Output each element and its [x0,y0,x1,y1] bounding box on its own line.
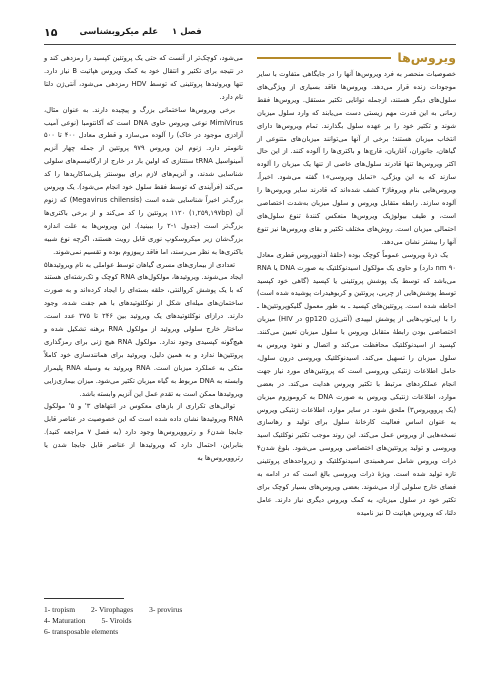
chapter-label: فصل ۱ [172,27,202,37]
chapter-heading [79,27,201,37]
body-paragraph: خصوصیات منحصر به فرد ویروس‌ها آنها را در جایگاهی متفاوت با سایر موجودات زنده قرار می‌دهد. ویروس‌ها فاقد بسیاری از ویژگی‌های سلول‌های دیگر هستند، ازجمله توانایی تکثیر مستقل. ویروس‌ها فقط زمانی به این قدرت مهم زیستی دست می‌یابند که وارد سلول میزبان شوند و تکثیر خود را بر عهده سلول بگذارند. تمام ویروس‌ها دارای انتخاب میزبان هستند؛ برخی از آنها می‌توانند میزبان‌های متنوعی از گیاهان، جانوران، آغازیان، قارچ‌ها و باکتری‌ها را آلوده کنند. از این حال اکثر ویروس‌ها تنها قادرند سلول‌های خاصی از تنها یک میزبان را آلوده سازند که به این ویژگی، «تمایل ویروسی»۱ گفته می‌شود. اخیراً، ویروس‌هایی بنام ویروفاژ۲ کشف شده‌اند که قادرند سایر ویروس‌ها را آلوده سازند. رابطه متقابل ویروس و سلول میزبان به‌شدت اختصاصی است، و طیف بیولوژیک ویروس‌ها منعکس کنندهٔ تنوع سلول‌های احتمالی میزبان است. روش‌های مختلف تکثیر و بقای ویروس‌ها نیز تنوع آنها را بیشتر نشان می‌دهد. [257,70,456,246]
body-paragraph: برخی ویروس‌ها ساختمانی بزرگ و پیچیده دارند. به عنوان مثال، MimiVirus نوعی ویروس حاوی DNA است که آکانتومبا (نوعی آمیب آزادزی موجود در خاک) را آلوده می‌سازد و قطری معادل ۴۰۰ تا ۵۰۰ نانومتر دارد. ژنوم این ویروس ۹۷۹ پروتئین از جمله چهار آنزیم آمینواسیل tRNA سنتتازی که اولین بار در خارج از ارگانیسم‌های سلولی شناسایی شدند، و آنزیم‌های لازم برای بیوسنتز پلی‌ساکاریدها را کد می‌کند (فرآیندی که توسط فقط سلول خود انجام می‌شود). یک ویروس بزرگ‌تر اخیراً شناسایی شده است (Megavirus chilensis) که ژنوم آن (۱,۲۵۹,۱۹۷bp) ۱۱۲۰ پروتئین را کد می‌کند و از برخی باکتری‌ها بزرگ‌تر است (جدول ۱-۲ را ببینید). این ویروس‌ها به علت اندازه بزرگ‌شان زیر میکروسکوپ نوری قابل رویت هستند، اگرچه نوع شبیه باکتری‌ها به نظر می‌رسند، اما فاقد ریبوزوم بوده و تقسیم نمی‌شوند. [44,105,243,256]
running-head [44,24,456,40]
footnote: 6- transposable elements [44,627,119,636]
footnote: 5- Viroids [101,616,132,625]
left-column [44,52,243,465]
section-title: ویروس‌ها [397,50,456,65]
footnote-row [44,604,244,615]
section-heading [257,50,456,66]
footnotes [44,604,244,637]
section-title-rule [257,57,391,59]
footnote: 2- Virophages [91,605,134,614]
footnote: 4- Maturation [44,616,86,625]
footnote: 3- provirus [149,605,183,614]
book-title: علم میکروبشناسی [79,27,159,37]
body-paragraph: توالی‌های تکراری از بازهای معکوس در انتهاهای ۳' و ۵' مولکول RNA ویروئیدها نشان داده شده است که این خصوصیت در عناصر قابل جابجا شدن۶ و رتروویروس‌ها وجود دارد (به فصل ۷ مراجعه کنید). بنابراین، احتمال دارد که ویروئیدها از عناصر قابل جابجا شدن یا رتروویروس‌ها به [44,402,244,463]
body-paragraph: می‌شود، کوچک‌تر از آنست که حتی یک پروتئین کپسید را رمزدهی کند و در نتیجه برای تکثیر و انتقال خود به کمک ویروس هپاتیت B نیاز دارد. تنها ویروئیدها پروتئینی که توسط HDV رمزدهی می‌شود، آنتی‌ژن دلتا نام دارد. [44,54,244,101]
right-column [257,52,456,520]
body-paragraph: یک ذرهٔ ویروسی عموماً کوچک بوده (حلقهٔ آدنوویروس قطری معادل ۹۰ nm دارد) و حاوی یک مولکول اسیدنوکلئیک به صورت DNA یا RNA می‌باشد که توسط یک پوشش پروتئینی یا کپسید (گاهی خود کپسید توسط پوشش‌هایی از چربی، پروتئین و کربوهیدرات پوشیده شده است) احاطه شده است. پروتئین‌های کپسید ـ به طور معمول گلیکوپروتئین‌ها ـ را با اپی‌توپ‌هایی از پوشش لیپیدی (آنتی‌ژن gp120 در HIV) میزبان اختصاصی بودن رابطهٔ متقابل ویروس با سلول میزبان تعیین می‌کنند. کپسید از اسیدنوکلئیک محافظت می‌کند و اتصال و نفوذ ویروس به سلول میزبان را تسهیل می‌کند. اسیدنوکلئیک ویروسی درون سلول، حامل اطلاعات ژنتیکی ویروسی است که پروتئین‌های مورد نیاز جهت انجام عملکردهای مرتبط با تکثیر ویروس هدایت می‌کند. در بعضی موارد، اطلاعات ژنتیکی ویروس به صورت DNA به کروموزوم میزبان (یک پروویروس۳) ملحق شود. در سایر موارد، اطلاعات ژنتیکی ویروس به عنوان اساس فعالیت کارخانهٔ سلول برای تولید و رهاسازی نسخه‌هایی از ویروس عمل می‌کند. این روند موجب تکثیر نوکلئیک اسید ویروسی و تولید پروتئین‌های اختصاصی ویروسی می‌شود. بلوغ شدن۴ ذرات ویروس شامل سرهمبندی اسیدنوکلئیک و زیرواحدهای پروتئینی تازه تولید شده است. ویژهٔ ذرات ویروسی بالغ است که در ادامه به فضای خارج سلولی آزاد می‌شوند. بعضی ویروس‌های بسیار کوچک برای تکثیر خود در سلول میزبان، به کمک ویروس دیگری نیاز دارند. عامل دلتا، که ویروس هپاتیت D نیز نامیده [257,250,456,517]
footnote: 1- tropism [44,605,76,614]
footnote-rule [44,598,124,599]
footnote-row [44,626,244,637]
header-rule [44,44,456,45]
body-paragraph: تعدادی از بیماری‌های مسری گیاهان توسط عواملی به نام ویروئیدها۵ ایجاد می‌شوند. ویروئیدها، مولکول‌های RNA کوچک و تک‌رشته‌ای هستند که با یک پوشش کروالنتی، حلقه بسته‌ای را ایجاد کرده‌اند و به صورت ساختمان‌های میله‌ای شکل از نوکلئوتیدهای با هم جفت شده، وجود دارند. درازای نوکلئوتیدهای یک ویروئید بین ۲۴۶ تا ۳۷۵ عدد است. ساختار خارج سلولی ویروئید از مولکول RNA برهنه تشکیل شده و هیچ‌گونه کپسیدی وجود ندارد. مولکول RNA هیچ ژنی برای رمزگذاری پروتئین‌ها ندارد و به همین دلیل، ویروئید برای همانندسازی خود کاملاً متکی به عملکرد میزبان است. RNA ویروئید به وسیله RNA پلیمراز وابسته به DNA مربوط به گیاه میزبان تکثیر می‌شود. میزان بیماری‌زایی ویروئیدها ممکن است به تقدم عمل این آنزیم وابسته باشد. [44,260,244,398]
footnote-row [44,615,244,626]
page-number: ۱۵ [44,25,58,39]
